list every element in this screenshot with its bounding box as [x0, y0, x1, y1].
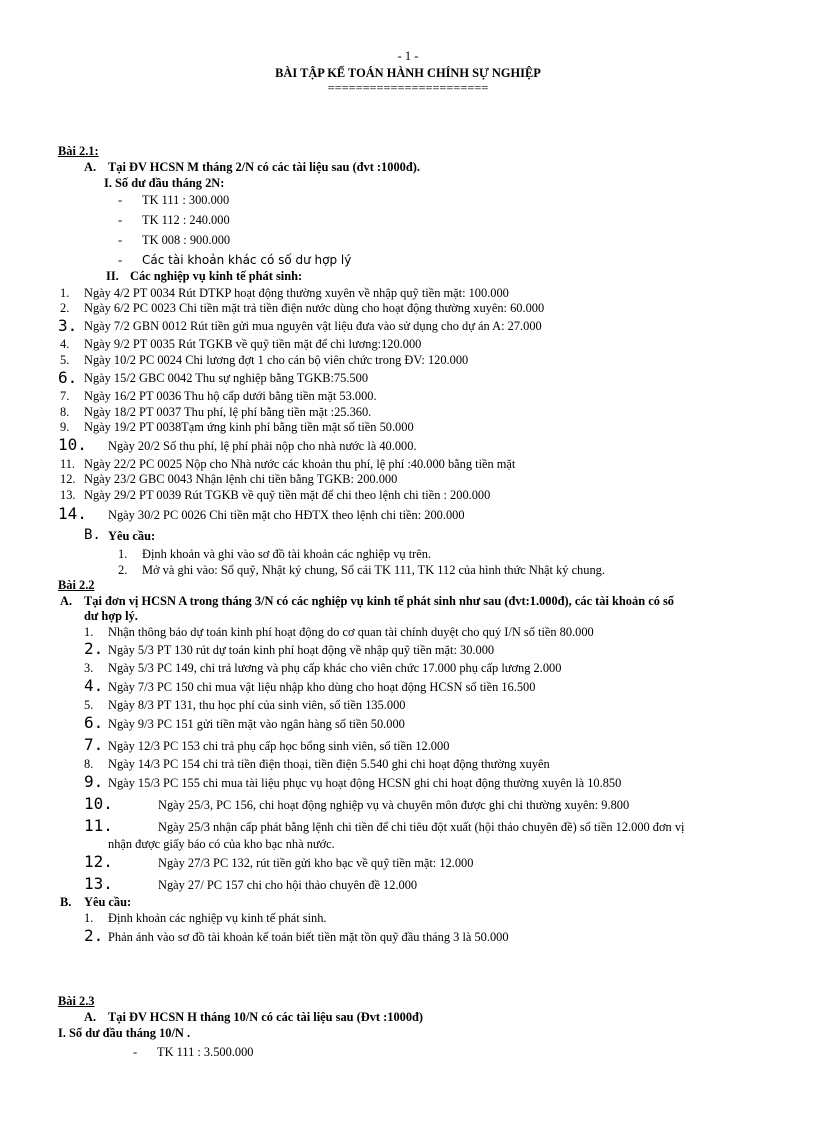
list-item: Ngày 10/2 PC 0024 Chi lương đợt 1 cho cán bộ viên chức trong ĐV: 120.000: [84, 353, 469, 367]
bullet: -: [118, 213, 123, 227]
item-number: 2.: [84, 926, 104, 945]
list-item: Ngày 25/3 nhận cấp phát bằng lệnh chi tiền để chi tiêu đột xuất (hội thảo chuyên đề) số tiền 12.000 đơn vị: [158, 820, 685, 834]
list-item: Ngày 5/3 PT 130 rút dự toán kinh phí hoạt động về nhập quỹ tiền mặt: 30.000: [108, 643, 495, 657]
item-number: 11.: [84, 816, 113, 835]
list-item: Ngày 27/3 PC 132, rút tiền gửi kho bạc về quỹ tiền mặt: 12.000: [158, 856, 474, 870]
requirement-item: Định khoản các nghiệp vụ kinh tế phát sinh.: [108, 911, 327, 925]
list-item: Ngày 6/2 PC 0023 Chi tiền mặt trả tiền điện nước dùng cho hoạt động thường xuyên: 60.000: [84, 301, 545, 315]
item-number: 12.: [84, 852, 113, 871]
item-number: 5.: [60, 353, 70, 367]
list-item: Ngày 25/3, PC 156, chi hoạt động nghiệp vụ và chuyên môn được ghi chi thường xuyên: 9.800: [158, 798, 630, 812]
list-item: Ngày 15/3 PC 155 chi mua tài liệu phục vụ hoạt động HCSN ghi chi hoạt động thường xuyên là 10.850: [108, 776, 622, 790]
section-b-text: Yêu cầu:: [108, 529, 156, 543]
section-a-text: Tại ĐV HCSN H tháng 10/N có các tài liệu sau (Đvt :1000đ): [108, 1010, 424, 1024]
list-item: Ngày 8/3 PT 131, thu học phí của sinh viên, số tiền 135.000: [108, 698, 406, 712]
list-item: Ngày 19/2 PT 0038Tạm ứng kinh phí bằng tiền mặt số tiền 50.000: [84, 420, 414, 434]
bullet: -: [133, 1045, 138, 1059]
exercise-heading: Bài 2.1:: [58, 144, 99, 158]
list-item: Ngày 5/3 PC 149, chi trả lương và phụ cấp khác cho viên chức 17.000 phụ cấp lương 2.000: [108, 661, 562, 675]
list-item: Ngày 4/2 PT 0034 Rút DTKP hoạt động thường xuyên về nhập quỹ tiền mặt: 100.000: [84, 286, 509, 300]
item-number: 2.: [84, 639, 104, 658]
item-number: 7.: [60, 389, 70, 403]
item-number: 6.: [58, 368, 78, 387]
list-item: Ngày 30/2 PC 0026 Chi tiền mặt cho HĐTX theo lệnh chi tiền: 200.000: [108, 508, 465, 522]
list-item: Ngày 18/2 PT 0037 Thu phí, lệ phí bằng tiền mặt :25.360.: [84, 405, 372, 419]
item-number: 9.: [60, 420, 70, 434]
item-number: 12.: [60, 472, 76, 486]
item-number: 1.: [60, 286, 70, 300]
opening-balance-heading: I. Số dư đầu tháng 2N:: [104, 176, 225, 190]
requirement-item: Định khoản và ghi vào sơ đồ tài khoản các nghiệp vụ trên.: [142, 547, 432, 561]
list-item: Ngày 12/3 PC 153 chi trả phụ cấp học bổng sinh viên, số tiền 12.000: [108, 739, 450, 753]
opening-balance-heading: I. Số dư đầu tháng 10/N .: [58, 1026, 191, 1040]
exercise-heading: Bài 2.2: [58, 578, 95, 592]
item-number: 3.: [84, 661, 94, 675]
item-number: 10.: [58, 435, 87, 454]
item-number: 1.: [84, 625, 94, 639]
list-item: Ngày 22/2 PC 0025 Nộp cho Nhà nước các khoản thu phí, lệ phí :40.000 bằng tiền mặt: [84, 457, 516, 471]
list-item: Ngày 7/3 PC 150 chi mua vật liệu nhập kho dùng cho hoạt động HCSN số tiền 16.500: [108, 680, 536, 694]
balance-item: TK 111 : 3.500.000: [157, 1045, 254, 1059]
bullet: -: [118, 233, 123, 247]
item-number: 1.: [84, 911, 94, 925]
item-number: 3.: [58, 316, 78, 335]
bullet: -: [118, 193, 123, 207]
page-number: - 1 -: [397, 49, 419, 63]
exercise-heading: Bài 2.3: [58, 994, 95, 1008]
item-number: 7.: [84, 735, 104, 754]
item-number: 5.: [84, 698, 94, 712]
section-b-label: B.: [60, 895, 72, 909]
item-number: 4.: [84, 676, 104, 695]
requirement-item: Mở và ghi vào: Sổ quỹ, Nhật ký chung, Sổ cái TK 111, TK 112 của hình thức Nhật ký chung.: [142, 563, 605, 577]
list-item: Ngày 23/2 GBC 0043 Nhận lệnh chi tiền bằng TGKB: 200.000: [84, 472, 398, 486]
section-b-text: Yêu cầu:: [84, 895, 132, 909]
item-number: 8.: [60, 405, 70, 419]
balance-item: TK 112 : 240.000: [142, 213, 230, 227]
item-number: 9.: [84, 772, 104, 791]
list-item-continuation: nhận được giấy báo có của kho bạc nhà nước.: [108, 837, 335, 851]
item-number: 4.: [60, 337, 70, 351]
section-a-label: A.: [84, 160, 97, 174]
item-number: 13.: [84, 874, 113, 893]
requirement-item: Phản ánh vào sơ đồ tài khoản kế toán biết tiền mặt tồn quỹ đầu tháng 3 là 50.000: [108, 930, 509, 944]
title-rule: =======================: [327, 81, 489, 95]
item-number: 6.: [84, 713, 104, 732]
balance-item: TK 111 : 300.000: [142, 193, 230, 207]
bullet: -: [118, 253, 123, 267]
balance-item: TK 008 : 900.000: [142, 233, 231, 247]
list-item: Ngày 14/3 PC 154 chi trả tiền điện thoại, tiền điện 5.540 ghi chi hoạt động thường xuyên: [108, 757, 550, 771]
list-item: Ngày 20/2 Số thu phí, lệ phí phải nộp cho nhà nước là 40.000.: [108, 439, 417, 453]
list-item: Ngày 9/3 PC 151 gửi tiền mặt vào ngân hàng số tiền 50.000: [108, 717, 405, 731]
section-ii-text: Các nghiệp vụ kinh tế phát sinh:: [130, 269, 303, 283]
item-number: 10.: [84, 794, 113, 813]
item-number: 1.: [118, 547, 128, 561]
item-number: 13.: [60, 488, 76, 502]
list-item: Ngày 29/2 PT 0039 Rút TGKB về quỹ tiền mặt để chi theo lệnh chi tiền : 200.000: [84, 488, 491, 502]
section-ii-label: II.: [106, 269, 119, 283]
item-number: 14.: [58, 504, 87, 523]
item-number: 11.: [60, 457, 76, 471]
list-item: Ngày 7/2 GBN 0012 Rút tiền gửi mua nguyên vật liệu đưa vào sử dụng cho dự án A: 27.000: [84, 319, 542, 333]
document-title: BÀI TẬP KẾ TOÁN HÀNH CHÍNH SỰ NGHIỆP: [275, 66, 541, 80]
section-a-text: Tại đơn vị HCSN A trong tháng 3/N có các nghiệp vụ kinh tế phát sinh như sau (đvt:1.000đ), các tài khoản có số: [84, 594, 674, 608]
section-b-label: B.: [84, 527, 101, 543]
item-number: 8.: [84, 757, 94, 771]
list-item: Nhận thông báo dự toán kinh phí hoạt động do cơ quan tài chính duyệt cho quý I/N số tiền 80.000: [108, 625, 594, 639]
section-a-label: A.: [60, 594, 73, 608]
list-item: Ngày 9/2 PT 0035 Rút TGKB về quỹ tiền mặt để chi lương:120.000: [84, 337, 422, 351]
list-item: Ngày 15/2 GBC 0042 Thu sự nghiệp bằng TGKB:75.500: [84, 371, 369, 385]
section-a-text: dư hợp lý.: [84, 609, 138, 623]
list-item: Ngày 16/2 PT 0036 Thu hộ cấp dưới bằng tiền mặt 53.000.: [84, 389, 377, 403]
balance-item: Các tài khoản khác có số dư hợp lý: [142, 253, 352, 267]
section-a-text: Tại ĐV HCSN M tháng 2/N có các tài liệu sau (đvt :1000đ).: [108, 160, 420, 174]
section-a-label: A.: [84, 1010, 97, 1024]
item-number: 2.: [60, 301, 70, 315]
item-number: 2.: [118, 563, 128, 577]
list-item: Ngày 27/ PC 157 chi cho hội thảo chuyên đề 12.000: [158, 878, 418, 892]
